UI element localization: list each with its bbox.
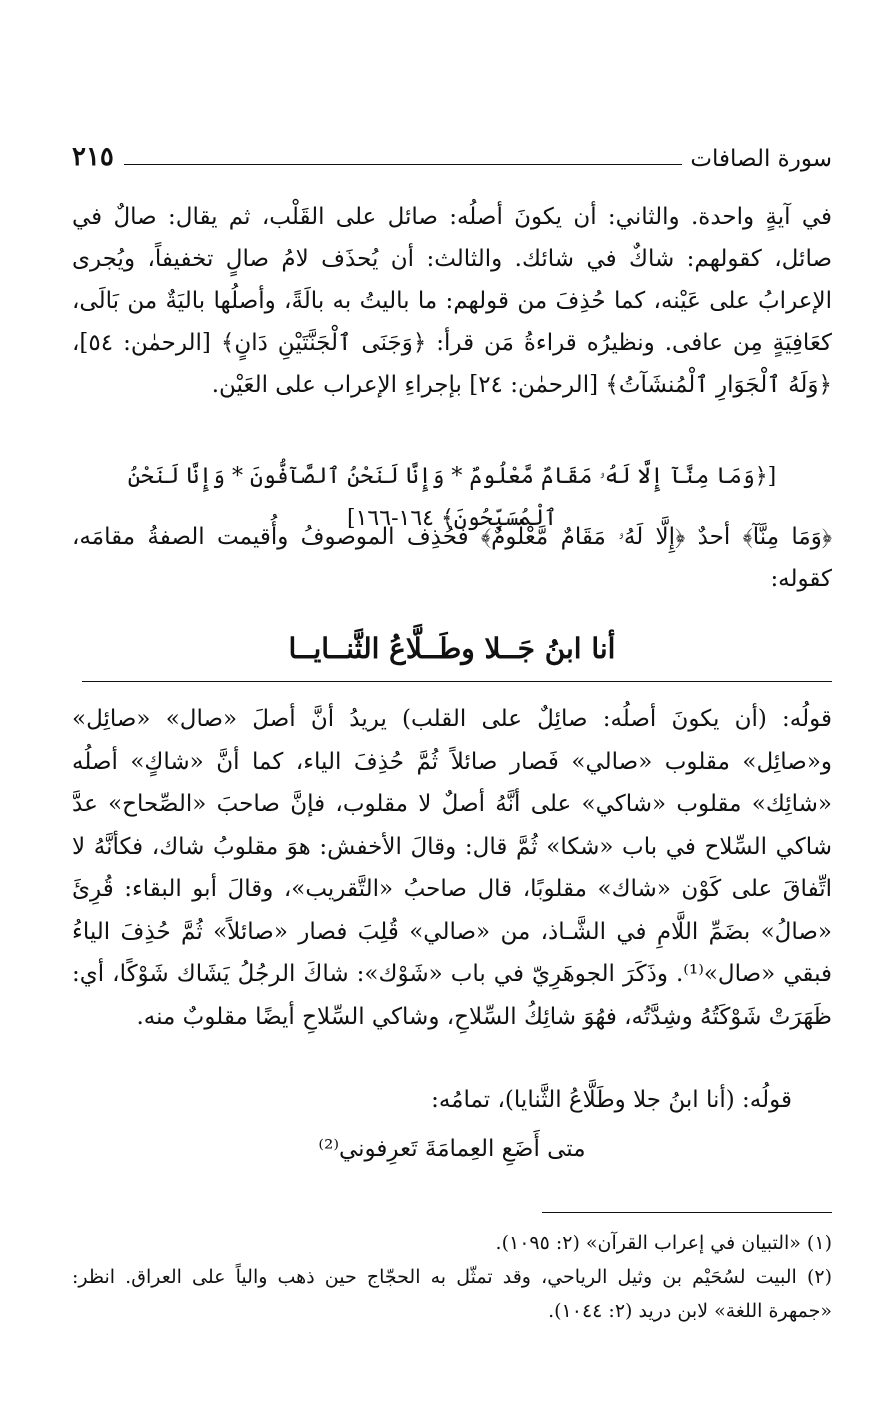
gloss-poem-intro: قولُه: (أنا ابنُ جلا وطَلَّاعُ الثَّنايا)، تمامُه: bbox=[431, 1087, 792, 1113]
poem-line: أنا ابنُ جَــلا وطَــلَّاعُ الثَّنــايــا bbox=[288, 632, 616, 665]
gloss-paragraph: قولُه: (أن يكونَ أصلُه: صائِلٌ على القلب) يريدُ أنَّ أصلَ «صال» «صائِل» و«صائِل» مقلوب «صالي» فَصار صائلاً ثُمَّ حُذِفَ الياء، كما أنَّ «شاكٍ» أصلُه «شائِك» مقلوب «شاكي» على أنَّهُ أصلٌ لا مقلوب، فإنَّ صاحبَ «الصِّحاح» عدَّ شاكي السِّلاح في باب «شكا» ثُمَّ قال: وقالَ الأخفش: هوَ مقلوبُ شاك، فكأنَّهُ لا اتِّفاقَ على كَوْن «شاك» مقلوبًا، قال صاحبُ «التَّقريب»، وقالَ أبو البقاء: قُرِئَ «صالُ» بضَمِّ اللَّامِ في الشَّـاذ، من «صالي» قُلِبَ فصار «صائلاً» ثُمَّ حُذِفَ الياءُ فبقي «صال»⁽¹⁾. وذَكَرَ الجوهَرِيّ في باب «شَوْك»: شاكَ الرجُلُ يَشَاك شَوْكًا، أي: ظَهَرَتْ شَوْكَتُهُ وشِدَّتُه، فهُوَ شائِكُ السِّلاحِ، وشاكي السِّلاحِ أيضًا مقلوبٌ منه. bbox=[72, 706, 832, 1030]
footnote-rule bbox=[542, 1212, 832, 1213]
verse-heading: [﴿وَمَا مِنَّآ إِلَّا لَهُۥ مَقَامٌ مَّعْلُومٌ * وَإِنَّا لَنَحْنُ ٱلصَّآفُّونَ * وَإِنَّا لَنَحْنُ ٱلْمُسَبِّحُونَ﴾ ١٦٤-١٦٦] bbox=[127, 464, 777, 531]
running-header bbox=[72, 138, 832, 172]
page-number: ٢١٥ bbox=[72, 142, 114, 172]
commentary-paragraph: ﴿وَمَا مِنَّآ﴾ أحدٌ ﴿إِلَّا لَهُۥ مَقَامٌ مَّعْلُومٌ﴾ فحُذِف الموصوفُ وأُقيمت الصفةُ مقامَه، كقوله: bbox=[72, 524, 832, 592]
surah-title: سورة الصافات bbox=[690, 146, 832, 172]
footnote-2: (٢) البيت لسُحَيْم بن وثيل الرياحي، وقد تمثّل به الحجّاج حين ذهب والياً على العراق. انظر: «جمهرة اللغة» لابن دريد (٢: ١٠٤٤). bbox=[72, 1266, 832, 1322]
main-paragraph: في آيةٍ واحدة. والثاني: أن يكونَ أصلُه: صائل على القَلْب، ثم يقال: صالٌ في صائل، كقولهم: شاكٌ في شائك. والثالث: أن يُحذَف لامُ صالٍ تخفيفاً، ويُجرى الإعرابُ على عَيْنه، كما حُذِفَ من قولهم: ما باليتُ به بالَةً، وأصلُها باليَةٌ من بَالَى، كعَافِيَةٍ مِن عافى. ونظيرُه قراءةُ مَن قرأ: ﴿وَجَنَى ٱلْجَنَّتَيْنِ دَانٍ﴾ [الرحمٰن: ٥٤]، ﴿وَلَهُ ٱلْجَوَارِ ٱلْمُنشَآتُ﴾ [الرحمٰن: ٢٤] بإجراءِ الإعراب على العَيْن. bbox=[72, 204, 832, 398]
header-rule bbox=[124, 164, 682, 165]
section-divider bbox=[82, 681, 832, 682]
footnotes bbox=[72, 1226, 832, 1328]
poem-completion: متى أَضَعِ العِمامَةَ تَعرِفوني⁽²⁾ bbox=[318, 1136, 586, 1162]
book-page bbox=[72, 0, 832, 1422]
footnote-1: (١) «التبيان في إعراب القرآن» (٢: ١٠٩٥). bbox=[495, 1232, 832, 1254]
